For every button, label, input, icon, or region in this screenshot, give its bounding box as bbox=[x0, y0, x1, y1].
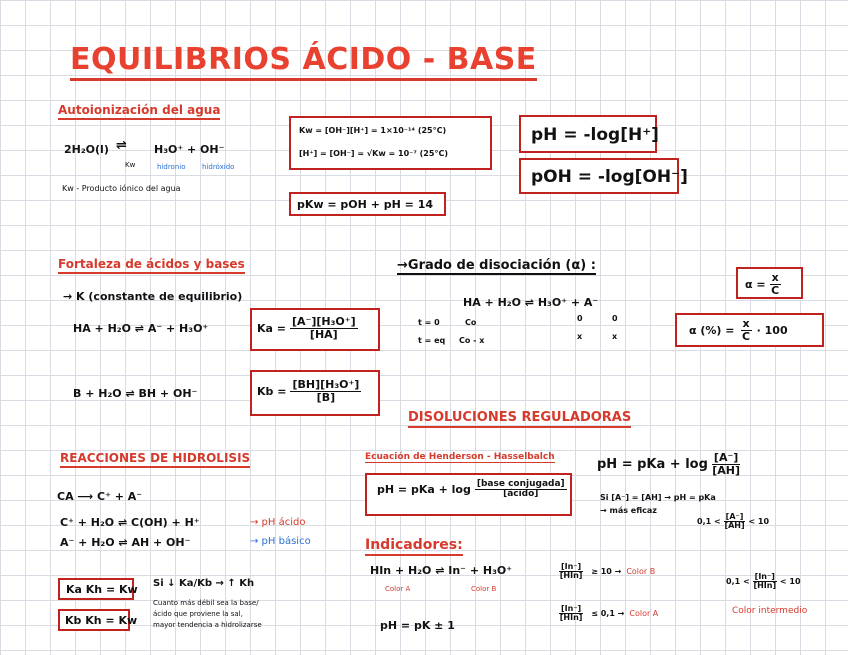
t0-product-2: 0 bbox=[612, 314, 618, 323]
indicator-range-fraction bbox=[753, 573, 777, 591]
buffer-denominator: [ácido] bbox=[503, 489, 539, 500]
ka-denominator: [HA] bbox=[309, 327, 338, 341]
alpha-box bbox=[736, 267, 803, 299]
kb-kh-box bbox=[58, 609, 138, 631]
kw-definition: Kw - Producto iónico del agua bbox=[62, 184, 181, 193]
t0-concentration: Co bbox=[465, 318, 477, 327]
buffer-box bbox=[365, 473, 572, 516]
ka-fraction bbox=[290, 316, 358, 340]
kb-denominator: [B] bbox=[316, 390, 336, 404]
indicator-condition-1 bbox=[559, 563, 655, 581]
indicator-equilibrium: HIn + H₂O ⇌ In⁻ + H₃O⁺ bbox=[370, 564, 513, 577]
indicator-range-denominator: [HIn] bbox=[753, 581, 777, 591]
ka-numerator: [A⁻][H₃O⁺] bbox=[292, 315, 356, 328]
kw-line-1: Kw = [OH⁻][H⁺] = 1×10⁻¹⁴ (25°C) bbox=[299, 126, 447, 135]
hydrolysis-note-2: ácido que proviene la sal, bbox=[153, 610, 243, 618]
henderson-label: Ecuación de Henderson - Hasselbalch bbox=[365, 452, 555, 462]
cation-note: → pH ácido bbox=[250, 517, 306, 528]
kw-line-2: [H⁺] = [OH⁻] = √Kw = 10⁻⁷ (25°C) bbox=[299, 149, 448, 158]
indicator-c2-denominator: [HIn] bbox=[559, 613, 583, 623]
alpha-percent-denominator: C bbox=[742, 329, 751, 343]
henderson-equation bbox=[597, 452, 740, 476]
grado-heading: →Grado de disociación (α) : bbox=[397, 258, 596, 273]
anion-hydrolysis: A⁻ + H₂O ⇌ AH + OH⁻ bbox=[60, 536, 191, 549]
buffer-lhs: pH = pKa + log bbox=[377, 483, 471, 497]
buffer-range-lhs: 0,1 < bbox=[697, 517, 721, 527]
indicator-c2-relation: ≤ 0,1 → bbox=[591, 609, 625, 619]
kb-numerator: [BH][H₃O⁺] bbox=[292, 378, 360, 391]
alpha-percent-rhs: · 100 bbox=[756, 323, 788, 337]
color-a-label: Color A bbox=[385, 585, 411, 593]
kb-box bbox=[250, 370, 380, 416]
ka-kh-text: Ka Kh = Kw bbox=[66, 583, 138, 596]
alpha-percent-fraction bbox=[741, 318, 752, 342]
poh-text: pOH = -log[OH⁻] bbox=[531, 167, 688, 187]
indicator-c1-result: Color B bbox=[626, 567, 656, 577]
indicator-range-numerator: [In⁻] bbox=[754, 572, 775, 581]
indicator-range bbox=[726, 573, 801, 591]
hydrolysis-note-1: Cuanto más débil sea la base/ bbox=[153, 599, 259, 607]
t0-label: t = 0 bbox=[418, 318, 440, 327]
pkw-text: pKw = pOH + pH = 14 bbox=[297, 198, 434, 211]
henderson-main: pH = pKa + log bbox=[597, 456, 708, 472]
indicator-c1-numerator: [In⁻] bbox=[561, 562, 582, 571]
indicator-ph-range: pH = pK ± 1 bbox=[380, 619, 455, 632]
alpha-percent-box bbox=[675, 313, 824, 347]
indicator-range-lhs: 0,1 < bbox=[726, 577, 750, 587]
hydrolysis-rule: Si ↓ Ka/Kb → ↑ Kh bbox=[153, 578, 255, 589]
hidronio-label: hidronio bbox=[157, 163, 186, 171]
buffer-range-rhs: < 10 bbox=[748, 517, 770, 527]
kw-under-arrow: Kw bbox=[125, 161, 136, 169]
buffer-efficacy: → más eficaz bbox=[600, 506, 657, 515]
color-b-label: Color B bbox=[471, 585, 497, 593]
autoionization-reactant: 2H₂O(l) bbox=[64, 143, 109, 156]
grado-reaction: HA + H₂O ⇌ H₃O⁺ + A⁻ bbox=[463, 296, 599, 309]
teq-concentration: Co - x bbox=[459, 336, 485, 345]
alpha-numerator: x bbox=[771, 271, 779, 284]
section-fortaleza-heading: Fortaleza de ácidos y bases bbox=[58, 257, 245, 271]
base-equilibrium: B + H₂O ⇌ BH + OH⁻ bbox=[73, 387, 198, 400]
section-autoionizacion-heading: Autoionización del agua bbox=[58, 103, 220, 117]
kb-fraction bbox=[290, 379, 361, 403]
t0-product-1: 0 bbox=[577, 314, 583, 323]
alpha-lhs: α = bbox=[745, 277, 766, 291]
kb-kh-text: Kb Kh = Kw bbox=[65, 614, 138, 627]
section-hidrolisis-heading: REACCIONES DE HIDROLISIS bbox=[60, 451, 250, 465]
indicator-range-rhs: < 10 bbox=[779, 577, 801, 587]
henderson-fraction bbox=[712, 452, 740, 476]
indicator-c2-fraction bbox=[559, 605, 583, 623]
buffer-range bbox=[697, 513, 769, 531]
alpha-percent-numerator: x bbox=[742, 317, 750, 330]
hydrolysis-note-3: mayor tendencia a hidrolizarse bbox=[153, 621, 262, 629]
autoionization-products: H₃O⁺ + OH⁻ bbox=[154, 143, 225, 156]
buffer-numerator: [base conjugada] bbox=[476, 479, 565, 489]
indicator-c2-result: Color A bbox=[629, 609, 659, 619]
henderson-denominator: [AH] bbox=[712, 463, 740, 477]
alpha-fraction bbox=[770, 272, 781, 296]
buffer-range-fraction bbox=[724, 513, 746, 531]
equilibrium-arrow: ⇌ bbox=[116, 138, 127, 153]
k-constant-label: → K (constante de equilibrio) bbox=[63, 290, 243, 303]
ka-box bbox=[250, 308, 380, 351]
color-intermedio-label: Color intermedio bbox=[732, 606, 808, 616]
teq-product-2: x bbox=[612, 332, 618, 341]
page-title: EQUILIBRIOS ÁCIDO - BASE bbox=[70, 42, 537, 77]
section-reguladoras-heading: DISOLUCIONES REGULADORAS bbox=[408, 410, 631, 425]
poh-box bbox=[519, 158, 688, 194]
acid-equilibrium: HA + H₂O ⇌ A⁻ + H₃O⁺ bbox=[73, 322, 209, 335]
buffer-condition: Si [A⁻] = [AH] → pH = pKa bbox=[600, 493, 716, 502]
teq-label: t = eq bbox=[418, 336, 446, 345]
kw-box bbox=[289, 116, 492, 170]
indicator-c1-relation: ≥ 10 → bbox=[591, 567, 622, 577]
alpha-percent-lhs: α (%) = bbox=[689, 323, 735, 337]
buffer-range-numerator: [A⁻] bbox=[725, 512, 744, 521]
ka-lhs: Ka = bbox=[257, 321, 286, 335]
teq-product-1: x bbox=[577, 332, 583, 341]
section-indicadores-heading: Indicadores: bbox=[365, 537, 463, 553]
anion-note: → pH básico bbox=[250, 536, 311, 547]
pkw-box bbox=[289, 192, 446, 216]
salt-dissociation: CA ⟶ C⁺ + A⁻ bbox=[57, 490, 143, 503]
buffer-fraction bbox=[475, 480, 567, 500]
henderson-numerator: [A⁻] bbox=[713, 451, 739, 464]
cation-hydrolysis: C⁺ + H₂O ⇌ C(OH) + H⁺ bbox=[60, 516, 200, 529]
hidroxido-label: hidróxido bbox=[202, 163, 235, 171]
indicator-c1-denominator: [HIn] bbox=[559, 571, 583, 581]
indicator-c1-fraction bbox=[559, 563, 583, 581]
ph-box bbox=[519, 115, 657, 153]
ka-kh-box bbox=[58, 578, 138, 600]
alpha-denominator: C bbox=[771, 283, 780, 297]
ph-text: pH = -log[H⁺] bbox=[531, 125, 659, 145]
buffer-range-denominator: [AH] bbox=[724, 521, 745, 531]
indicator-condition-2 bbox=[559, 605, 658, 623]
indicator-c2-numerator: [In⁻] bbox=[561, 604, 582, 613]
kb-lhs: Kb = bbox=[257, 384, 287, 398]
